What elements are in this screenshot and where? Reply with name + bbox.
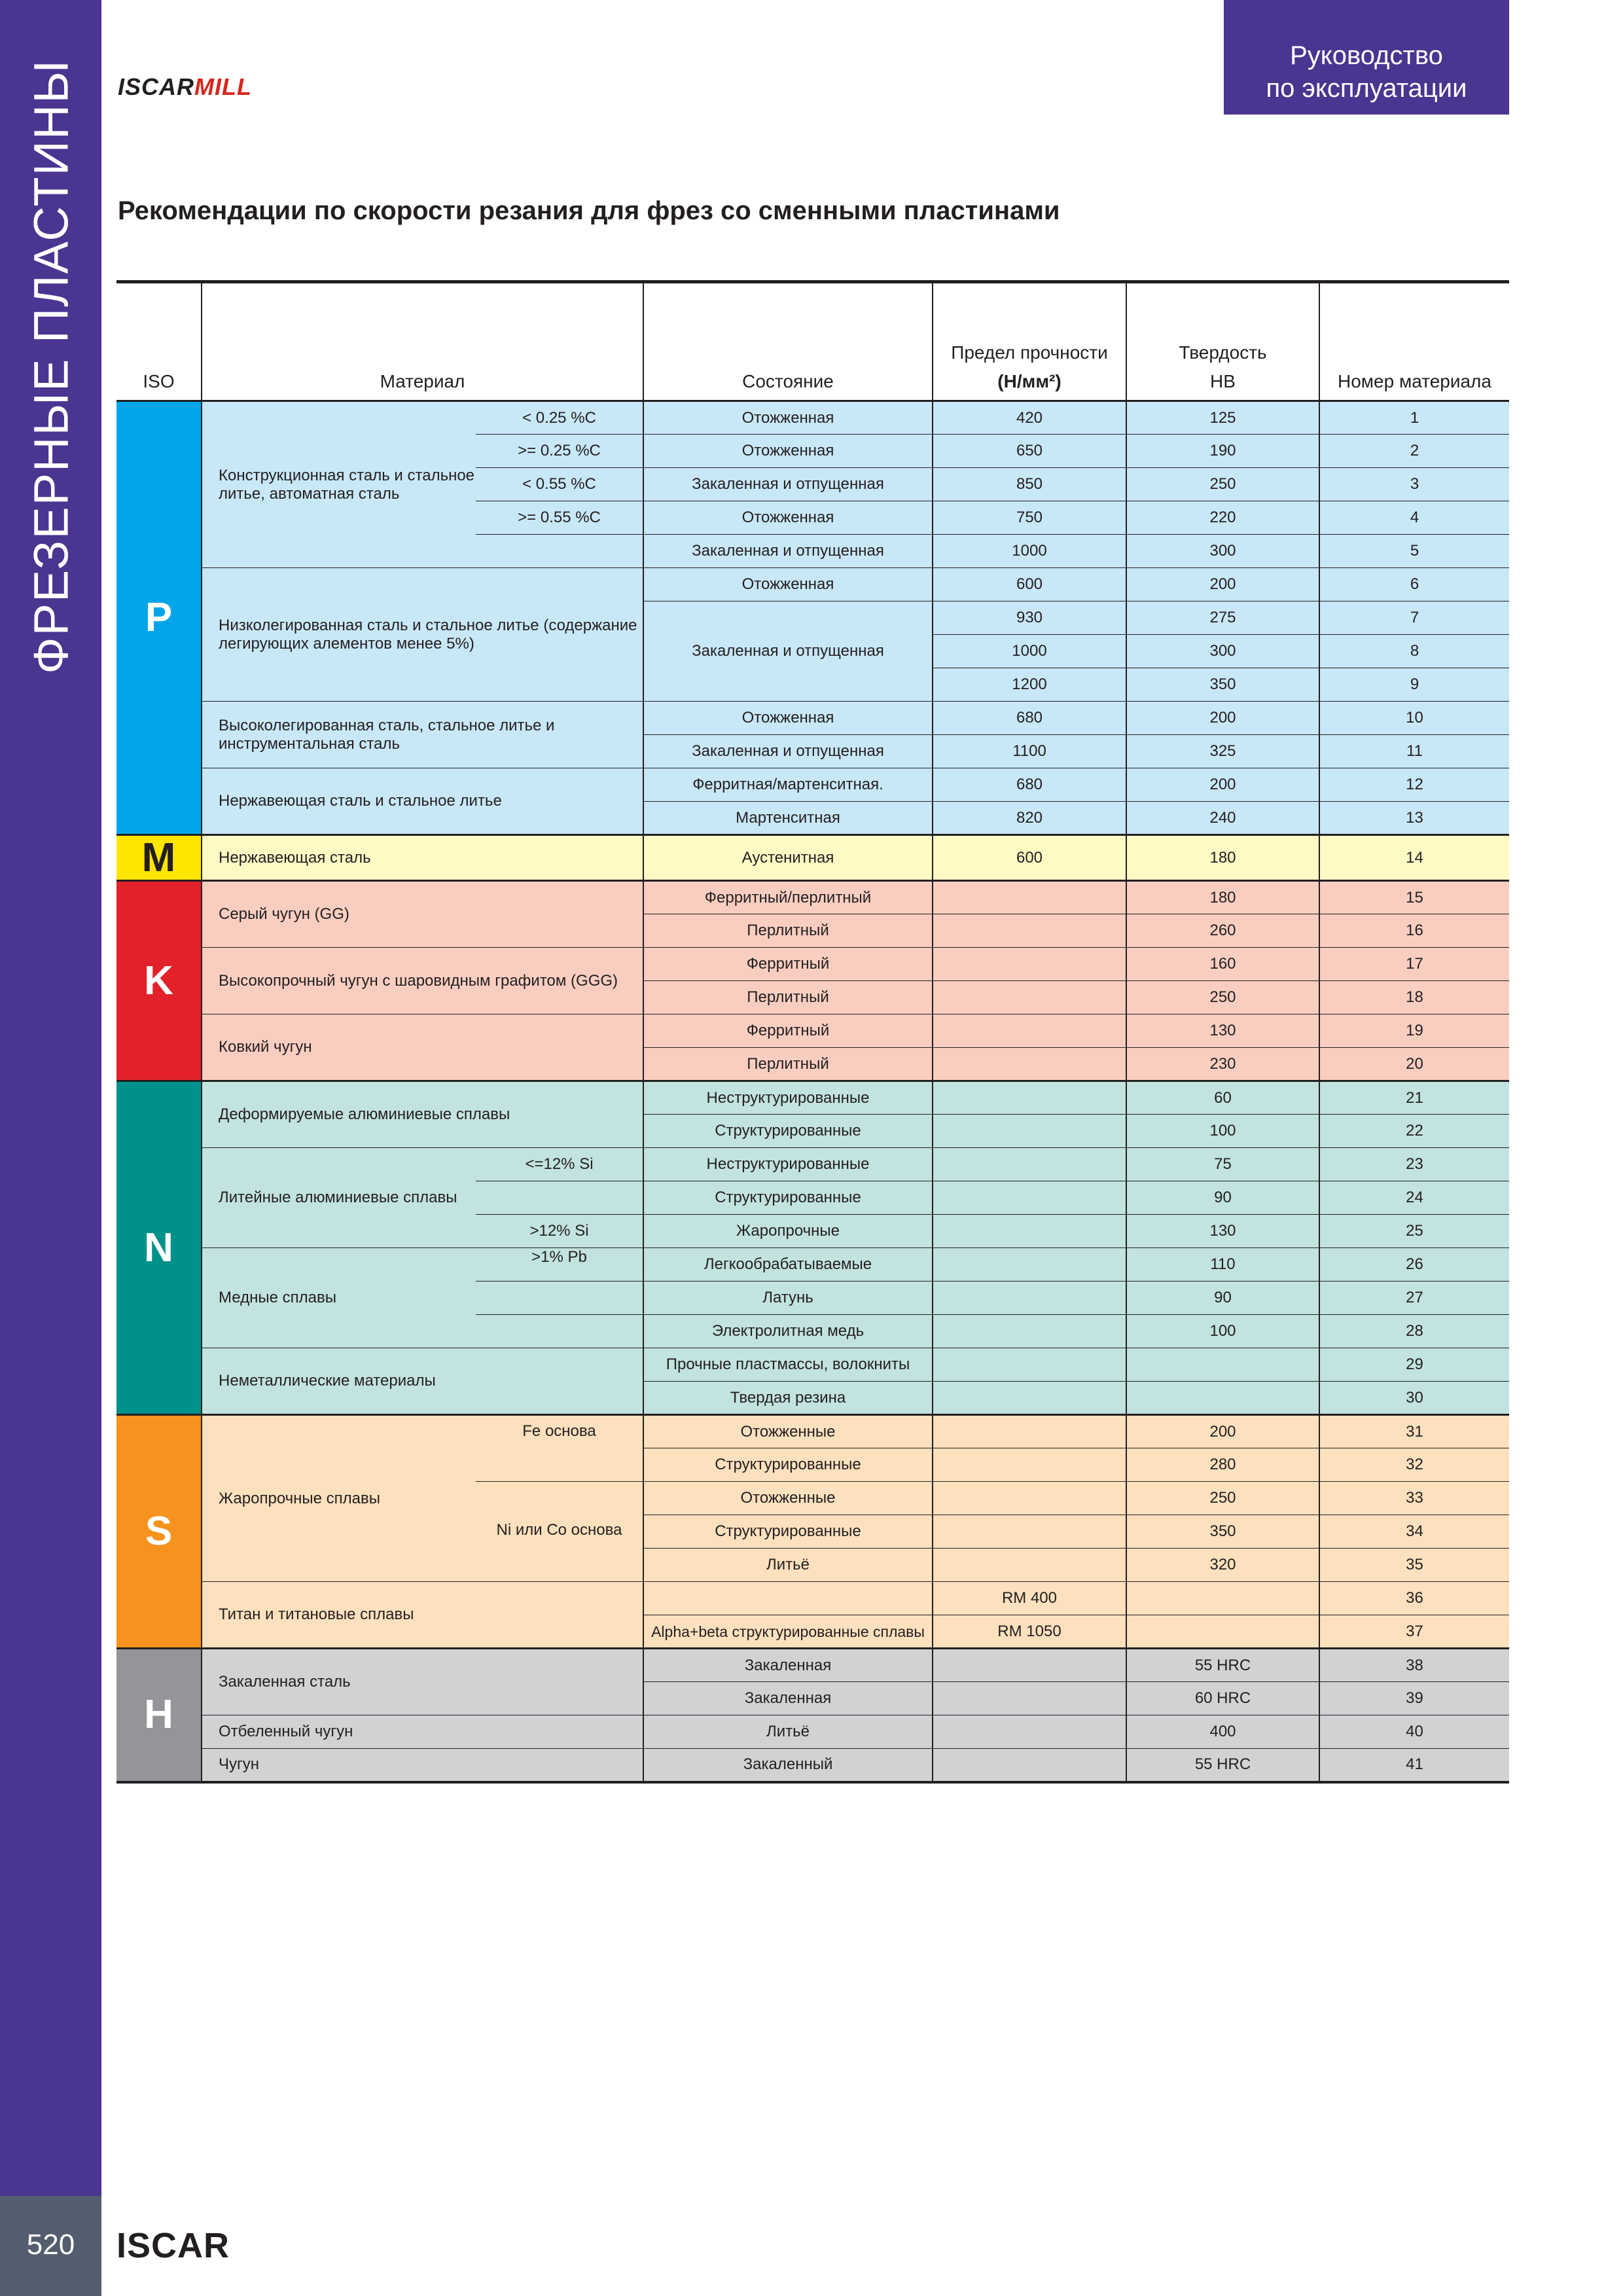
material-cell: Чугун: [202, 1749, 643, 1782]
hardness-cell: 90: [1126, 1282, 1319, 1315]
state-cell: Латунь: [643, 1282, 933, 1315]
hardness-cell: 55 HRC: [1126, 1749, 1319, 1782]
strength-cell: [933, 1348, 1126, 1382]
number-cell: 11: [1319, 735, 1509, 768]
hardness-cell: 250: [1126, 981, 1319, 1014]
number-cell: 14: [1319, 835, 1509, 881]
header-hardness: [1126, 282, 1319, 401]
number-cell: 16: [1319, 914, 1509, 948]
page-number: 520: [26, 2229, 75, 2261]
iso-letter-K: K: [116, 881, 202, 1081]
strength-cell: [933, 1515, 1126, 1549]
strength-cell: [933, 1315, 1126, 1348]
state-cell: Отожженная: [643, 702, 933, 735]
hardness-cell: 100: [1126, 1115, 1319, 1148]
strength-cell: 1000: [933, 635, 1126, 668]
state-cell: Жаропрочные: [643, 1215, 933, 1248]
state-cell: Отожженная: [643, 435, 933, 468]
hardness-cell: 125: [1126, 401, 1319, 435]
state-cell: Твердая резина: [643, 1382, 933, 1415]
hardness-cell: 200: [1126, 702, 1319, 735]
table-row: [116, 1415, 1509, 1448]
hardness-cell: 110: [1126, 1248, 1319, 1282]
material-cell: Отбеленный чугун: [202, 1715, 643, 1749]
number-cell: 20: [1319, 1048, 1509, 1081]
material-cell: Низколегированная сталь и стальное литье (содержание легирующих алементов менее 5%): [202, 568, 643, 702]
material-cell: Серый чугун (GG): [202, 881, 643, 948]
state-cell: Ферритная/мартенситная.: [643, 768, 933, 802]
number-cell: 4: [1319, 501, 1509, 535]
material-sub: >= 0.25 %C: [476, 435, 643, 468]
header-hardness-l1: Твердость: [1179, 342, 1267, 363]
header-iso: ISO: [116, 282, 202, 401]
state-cell: Отожженная: [643, 501, 933, 535]
hardness-cell: 275: [1126, 601, 1319, 635]
strength-cell: [933, 1181, 1126, 1215]
material-cell: Высокопрочный чугун с шаровидным графитом (GGG): [202, 948, 643, 1014]
strength-cell: [933, 1415, 1126, 1448]
hardness-cell: 230: [1126, 1048, 1319, 1081]
hardness-cell: 190: [1126, 435, 1319, 468]
number-cell: 39: [1319, 1682, 1509, 1715]
header-row: [116, 282, 1509, 401]
strength-cell: 1200: [933, 668, 1126, 702]
hardness-cell: 400: [1126, 1715, 1319, 1749]
number-cell: 30: [1319, 1382, 1509, 1415]
strength-cell: [933, 1549, 1126, 1582]
number-cell: 22: [1319, 1115, 1509, 1148]
state-cell: Прочные пластмассы, волокниты: [643, 1348, 933, 1382]
table-row: [116, 1582, 1509, 1615]
strength-cell: 680: [933, 768, 1126, 802]
state-cell: Аустенитная: [643, 835, 933, 881]
header-state: Состояние: [643, 282, 933, 401]
hardness-cell: 320: [1126, 1549, 1319, 1582]
material-sub: >1% Pb: [476, 1248, 643, 1282]
hardness-cell: 350: [1126, 1515, 1319, 1549]
hardness-cell: 240: [1126, 802, 1319, 835]
number-cell: 13: [1319, 802, 1509, 835]
state-cell: Структурированные: [643, 1448, 933, 1482]
table-row: [116, 768, 1509, 802]
strength-cell: 850: [933, 468, 1126, 501]
hardness-cell: 280: [1126, 1448, 1319, 1482]
guide-badge: [1224, 0, 1509, 115]
material-sub: < 0.55 %C: [476, 468, 643, 501]
number-cell: 15: [1319, 881, 1509, 914]
strength-cell: [933, 1715, 1126, 1749]
state-cell: Закаленный: [643, 1749, 933, 1782]
number-cell: 35: [1319, 1549, 1509, 1582]
material-sub: Ni или Co основа: [476, 1482, 643, 1582]
strength-cell: [933, 948, 1126, 981]
table-row: [116, 1081, 1509, 1115]
header-strength-l1: Предел прочности: [951, 342, 1108, 363]
number-cell: 37: [1319, 1615, 1509, 1649]
hardness-cell: 300: [1126, 535, 1319, 568]
number-cell: 41: [1319, 1749, 1509, 1782]
number-cell: 31: [1319, 1415, 1509, 1448]
hardness-cell: 250: [1126, 468, 1319, 501]
material-cell: Деформируемые алюминиевые сплавы: [202, 1081, 643, 1148]
strength-cell: [933, 1448, 1126, 1482]
material-cell: Неметаллические материалы: [202, 1348, 643, 1415]
strength-cell: [933, 1749, 1126, 1782]
material-cell: Нержавеющая сталь: [202, 835, 643, 881]
state-cell: Структурированные: [643, 1115, 933, 1148]
strength-cell: 930: [933, 601, 1126, 635]
number-cell: 17: [1319, 948, 1509, 981]
number-cell: 27: [1319, 1282, 1509, 1315]
table-row: [116, 1248, 1509, 1282]
material-sub: >12% Si: [476, 1215, 643, 1248]
state-cell: [643, 1582, 933, 1615]
number-cell: 40: [1319, 1715, 1509, 1749]
strength-cell: RM 1050: [933, 1615, 1126, 1649]
hardness-cell: 130: [1126, 1215, 1319, 1248]
number-cell: 10: [1319, 702, 1509, 735]
state-cell: Закаленная и отпущенная: [643, 735, 933, 768]
material-sub: <=12% Si: [476, 1148, 643, 1181]
strength-cell: 820: [933, 802, 1126, 835]
header-strength: [933, 282, 1126, 401]
material-cell: Жаропрочные сплавы: [202, 1415, 476, 1582]
hardness-cell: 60 HRC: [1126, 1682, 1319, 1715]
number-cell: 24: [1319, 1181, 1509, 1215]
table-row: [116, 1148, 1509, 1181]
strength-cell: [933, 1215, 1126, 1248]
state-cell: Электролитная медь: [643, 1315, 933, 1348]
section-label: ФРЕЗЕРНЫЕ ПЛАСТИНЫ: [24, 59, 79, 674]
hardness-cell: [1126, 1615, 1319, 1649]
strength-cell: [933, 1282, 1126, 1315]
hardness-cell: 200: [1126, 568, 1319, 601]
strength-cell: [933, 1482, 1126, 1515]
strength-cell: 1100: [933, 735, 1126, 768]
strength-cell: 420: [933, 401, 1126, 435]
strength-cell: RM 400: [933, 1582, 1126, 1615]
hardness-cell: 220: [1126, 501, 1319, 535]
number-cell: 5: [1319, 535, 1509, 568]
logo-part-mill: MILL: [194, 73, 252, 100]
iso-letter-H: H: [116, 1649, 202, 1782]
strength-cell: 1000: [933, 535, 1126, 568]
state-cell: Структурированные: [643, 1181, 933, 1215]
logo-part-iscar: ISCAR: [118, 73, 195, 100]
header-material: Материал: [202, 282, 643, 401]
strength-cell: [933, 981, 1126, 1014]
state-cell: Ферритный: [643, 1014, 933, 1048]
hardness-cell: 350: [1126, 668, 1319, 702]
hardness-cell: 200: [1126, 1415, 1319, 1448]
state-cell: Alpha+beta структурированные сплавы: [643, 1615, 933, 1649]
number-cell: 3: [1319, 468, 1509, 501]
hardness-cell: 180: [1126, 835, 1319, 881]
material-sub: Fe основа: [476, 1415, 643, 1482]
iso-letter-P: P: [116, 401, 202, 835]
table-row: [116, 702, 1509, 735]
state-cell: Мартенситная: [643, 802, 933, 835]
number-cell: 2: [1319, 435, 1509, 468]
strength-cell: [933, 1115, 1126, 1148]
strength-cell: [933, 1382, 1126, 1415]
table-row: [116, 568, 1509, 601]
material-sub-empty: [476, 1315, 643, 1348]
hardness-cell: [1126, 1582, 1319, 1615]
strength-cell: [933, 1148, 1126, 1181]
page-title: Рекомендации по скорости резания для фрез со сменными пластинами: [118, 196, 1060, 225]
strength-cell: 650: [933, 435, 1126, 468]
strength-cell: 600: [933, 835, 1126, 881]
number-cell: 1: [1319, 401, 1509, 435]
state-cell: Отожженные: [643, 1482, 933, 1515]
number-cell: 23: [1319, 1148, 1509, 1181]
table-row: [116, 1715, 1509, 1749]
number-cell: 26: [1319, 1248, 1509, 1282]
number-cell: 28: [1319, 1315, 1509, 1348]
strength-cell: [933, 1081, 1126, 1115]
material-cell: Ковкий чугун: [202, 1014, 643, 1081]
hardness-cell: 200: [1126, 768, 1319, 802]
material-cell: Конструкционная сталь и стальное литье, автоматная сталь: [202, 401, 476, 568]
number-cell: 32: [1319, 1448, 1509, 1482]
state-cell: Перлитный: [643, 914, 933, 948]
state-cell: Отожженная: [643, 568, 933, 601]
state-cell: Отожженная: [643, 401, 933, 435]
table-row: [116, 948, 1509, 981]
state-cell: Закаленная и отпущенная: [643, 601, 933, 702]
table-row: [116, 835, 1509, 881]
number-cell: 7: [1319, 601, 1509, 635]
table-row: [116, 1649, 1509, 1682]
state-cell: Перлитный: [643, 1048, 933, 1081]
number-cell: 8: [1319, 635, 1509, 668]
strength-cell: 680: [933, 702, 1126, 735]
iso-letter-S: S: [116, 1415, 202, 1649]
number-cell: 29: [1319, 1348, 1509, 1382]
state-cell: Ферритный: [643, 948, 933, 981]
state-cell: Литьё: [643, 1715, 933, 1749]
material-cell: Литейные алюминиевые сплавы: [202, 1148, 476, 1248]
material-sub-empty: [476, 1282, 643, 1315]
number-cell: 38: [1319, 1649, 1509, 1682]
strength-cell: [933, 1014, 1126, 1048]
material-sub-empty: [476, 1181, 643, 1215]
state-cell: Закаленная и отпущенная: [643, 468, 933, 501]
number-cell: 21: [1319, 1081, 1509, 1115]
hardness-cell: 250: [1126, 1482, 1319, 1515]
material-cell: Медные сплавы: [202, 1248, 476, 1348]
number-cell: 33: [1319, 1482, 1509, 1515]
cutting-speed-table: [116, 280, 1509, 1784]
state-cell: Закаленная: [643, 1682, 933, 1715]
iso-letter-N: N: [116, 1081, 202, 1415]
hardness-cell: 130: [1126, 1014, 1319, 1048]
hardness-cell: 260: [1126, 914, 1319, 948]
state-cell: Отожженные: [643, 1415, 933, 1448]
state-cell: Неструктурированные: [643, 1081, 933, 1115]
iscarmill-logo: [118, 73, 252, 101]
hardness-cell: 60: [1126, 1081, 1319, 1115]
state-cell: Закаленная: [643, 1649, 933, 1682]
table-row: [116, 881, 1509, 914]
material-cell: Титан и титановые сплавы: [202, 1582, 643, 1649]
hardness-cell: 300: [1126, 635, 1319, 668]
hardness-cell: 180: [1126, 881, 1319, 914]
state-cell: Перлитный: [643, 981, 933, 1014]
hardness-cell: 55 HRC: [1126, 1649, 1319, 1682]
guide-line-2: по эксплуатации: [1266, 74, 1467, 103]
material-sub-empty: [476, 535, 643, 568]
iso-letter-M: M: [116, 835, 202, 881]
hardness-cell: [1126, 1382, 1319, 1415]
number-cell: 18: [1319, 981, 1509, 1014]
state-cell: Ферритный/перлитный: [643, 881, 933, 914]
state-cell: Легкообрабатываемые: [643, 1248, 933, 1282]
strength-cell: 600: [933, 568, 1126, 601]
guide-line-1: Руководство: [1290, 41, 1443, 70]
footer-brand-logo: ISCAR: [116, 2226, 230, 2265]
material-cell: Закаленная сталь: [202, 1649, 643, 1715]
number-cell: 36: [1319, 1582, 1509, 1615]
state-cell: Структурированные: [643, 1515, 933, 1549]
number-cell: 34: [1319, 1515, 1509, 1549]
material-cell: Высоколегированная сталь, стальное литье и инструментальная сталь: [202, 702, 643, 768]
hardness-cell: 75: [1126, 1148, 1319, 1181]
hardness-cell: 90: [1126, 1181, 1319, 1215]
strength-cell: [933, 914, 1126, 948]
header-strength-l2: (Н/мм²): [997, 371, 1061, 391]
number-cell: 9: [1319, 668, 1509, 702]
number-cell: 19: [1319, 1014, 1509, 1048]
strength-cell: [933, 1649, 1126, 1682]
material-cell: Нержавеющая сталь и стальное литье: [202, 768, 643, 835]
header-number: Номер материала: [1319, 282, 1509, 401]
number-cell: 12: [1319, 768, 1509, 802]
table-row: [116, 1749, 1509, 1782]
hardness-cell: 160: [1126, 948, 1319, 981]
strength-cell: [933, 1682, 1126, 1715]
strength-cell: [933, 881, 1126, 914]
table-row: [116, 1014, 1509, 1048]
state-cell: Закаленная и отпущенная: [643, 535, 933, 568]
material-sub: >= 0.55 %C: [476, 501, 643, 535]
hardness-cell: 100: [1126, 1315, 1319, 1348]
hardness-cell: 325: [1126, 735, 1319, 768]
state-cell: Неструктурированные: [643, 1148, 933, 1181]
header-hardness-l2: HB: [1210, 371, 1236, 391]
material-sub: < 0.25 %C: [476, 401, 643, 435]
table-row: [116, 401, 1509, 435]
number-cell: 6: [1319, 568, 1509, 601]
strength-cell: 750: [933, 501, 1126, 535]
strength-cell: [933, 1248, 1126, 1282]
state-cell: Литьё: [643, 1549, 933, 1582]
strength-cell: [933, 1048, 1126, 1081]
table-row: [116, 1348, 1509, 1382]
hardness-cell: [1126, 1348, 1319, 1382]
number-cell: 25: [1319, 1215, 1509, 1248]
